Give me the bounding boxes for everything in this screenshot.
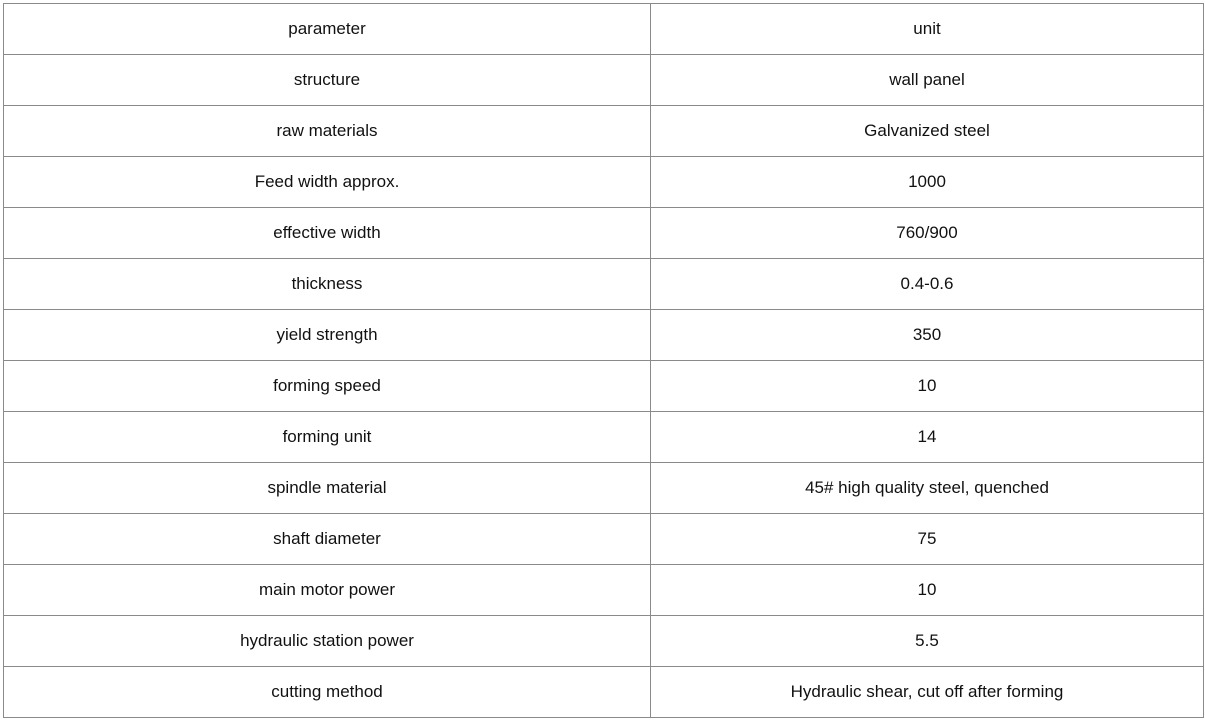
param-cell: forming unit (4, 412, 651, 463)
value-cell: Hydraulic shear, cut off after forming (651, 667, 1204, 718)
value-cell: 75 (651, 514, 1204, 565)
table-row (4, 514, 1204, 565)
param-cell: yield strength (4, 310, 651, 361)
table-row (4, 157, 1204, 208)
value-cell: 45# high quality steel, quenched (651, 463, 1204, 514)
table-row (4, 412, 1204, 463)
value-cell: 0.4-0.6 (651, 259, 1204, 310)
table-row (4, 310, 1204, 361)
table-row (4, 667, 1204, 718)
table-row (4, 106, 1204, 157)
param-cell: effective width (4, 208, 651, 259)
param-cell: thickness (4, 259, 651, 310)
table-row (4, 616, 1204, 667)
param-cell: shaft diameter (4, 514, 651, 565)
param-cell: cutting method (4, 667, 651, 718)
value-cell: 10 (651, 565, 1204, 616)
param-cell: main motor power (4, 565, 651, 616)
value-cell: 1000 (651, 157, 1204, 208)
header-unit: unit (651, 4, 1204, 55)
table-header-row (4, 4, 1204, 55)
value-cell: 5.5 (651, 616, 1204, 667)
value-cell: wall panel (651, 55, 1204, 106)
param-cell: raw materials (4, 106, 651, 157)
spec-table (3, 3, 1204, 718)
param-cell: structure (4, 55, 651, 106)
header-parameter: parameter (4, 4, 651, 55)
table-row (4, 361, 1204, 412)
param-cell: forming speed (4, 361, 651, 412)
table-row (4, 565, 1204, 616)
value-cell: 350 (651, 310, 1204, 361)
value-cell: 14 (651, 412, 1204, 463)
table-row (4, 259, 1204, 310)
table-row (4, 55, 1204, 106)
param-cell: hydraulic station power (4, 616, 651, 667)
value-cell: Galvanized steel (651, 106, 1204, 157)
param-cell: spindle material (4, 463, 651, 514)
table-row (4, 208, 1204, 259)
value-cell: 760/900 (651, 208, 1204, 259)
value-cell: 10 (651, 361, 1204, 412)
param-cell: Feed width approx. (4, 157, 651, 208)
table-row (4, 463, 1204, 514)
